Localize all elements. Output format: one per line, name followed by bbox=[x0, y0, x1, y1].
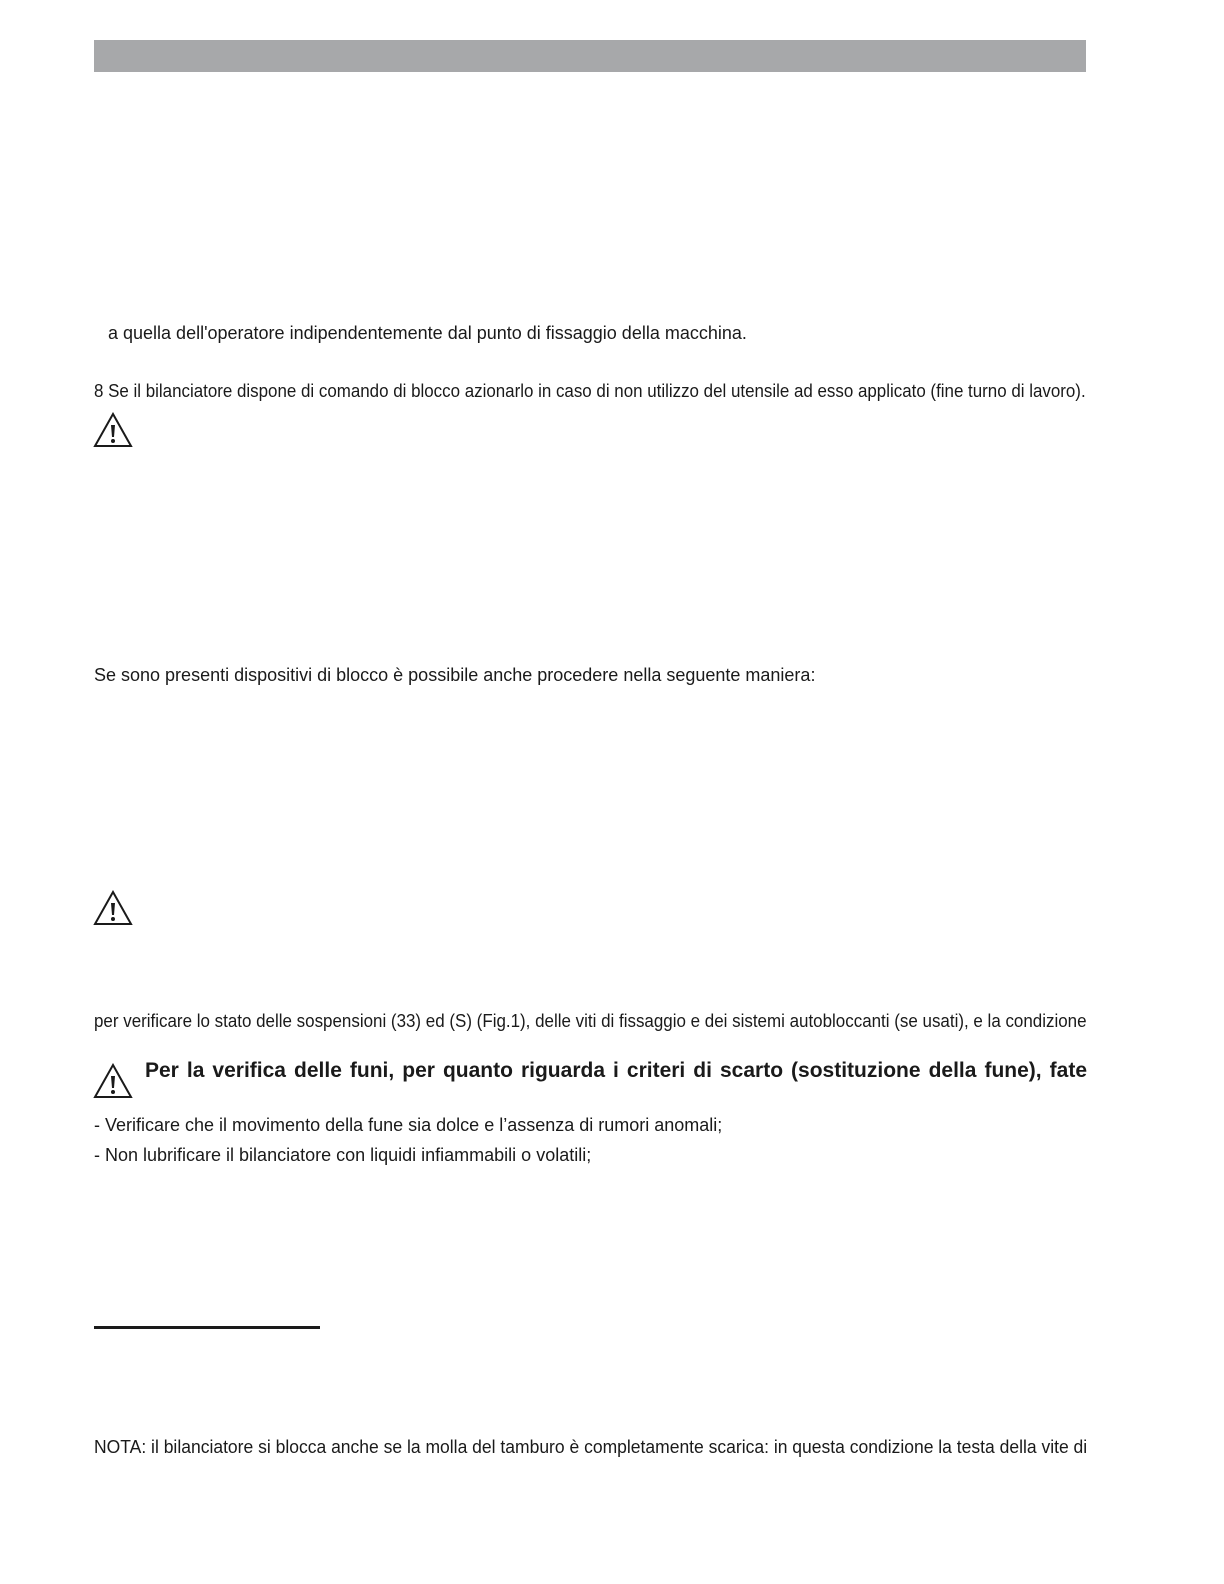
text-line-item-8: 8 Se il bilanciatore dispone di comando di blocco azionarlo in caso di non utilizzo del utensile ad esso applicato (fine turno di lavoro). bbox=[94, 381, 1086, 401]
text-line-operatore: a quella dell'operatore indipendentemente dal punto di fissaggio della macchina. bbox=[108, 323, 747, 343]
text-line-nota: NOTA: il bilanciatore si blocca anche se la molla del tamburo è completamente scarica: in questa condizione la testa della vite di bbox=[94, 1437, 1088, 1457]
text-line-verificare: per verificare lo stato delle sospensioni (33) ed (S) (Fig.1), delle viti di fissaggio e dei sistemi autobloccanti (se usati), e la condizione bbox=[94, 1011, 1087, 1031]
warning-triangle-icon bbox=[93, 412, 133, 448]
text-line-dispositivi: Se sono presenti dispositivi di blocco è possibile anche procedere nella seguente maniera: bbox=[94, 665, 816, 685]
section-rule bbox=[94, 1326, 320, 1329]
header-bar bbox=[94, 40, 1086, 72]
warning-triangle-icon bbox=[93, 1063, 133, 1099]
warning-triangle-icon bbox=[93, 890, 133, 926]
bullet-item: - Verificare che il movimento della fune sia dolce e l’assenza di rumori anomali; bbox=[94, 1115, 723, 1135]
bullet-item: - Non lubrificare il bilanciatore con liquidi infiammabili o volatili; bbox=[94, 1145, 592, 1165]
funi-warning-text: Per la verifica delle funi, per quanto riguarda i criteri di scarto (sostituzione della fune), fate bbox=[145, 1059, 1087, 1082]
